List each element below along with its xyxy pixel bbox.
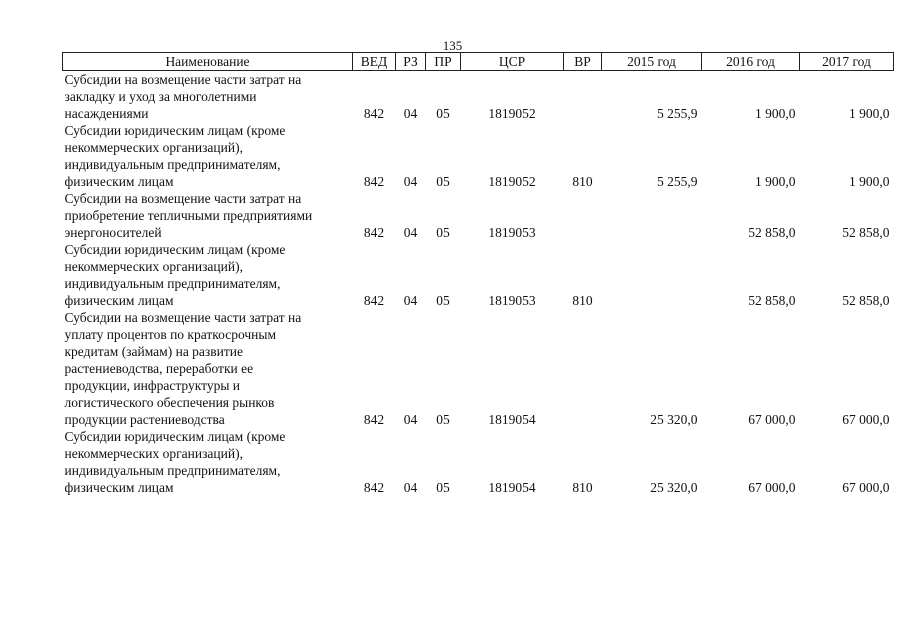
row-name: [63, 241, 353, 309]
row-name-line: физическим лицам: [64, 293, 174, 308]
row-name-line: некоммерческих организаций),: [64, 259, 243, 274]
row-pr: 05: [436, 293, 450, 308]
row-pr: 05: [436, 412, 450, 427]
row-ved: 842: [363, 412, 385, 427]
row-2015: [602, 241, 702, 309]
row-vr: [564, 71, 602, 123]
row-vr: [564, 190, 602, 241]
row-2016: 67 000,0: [748, 412, 796, 427]
row-name-line: Субсидии на возмещение части затрат на: [64, 310, 302, 325]
row-name-line: закладку и уход за многолетними: [64, 89, 257, 104]
row-2015: 5 255,9: [657, 174, 698, 189]
row-2015: 5 255,9: [657, 106, 698, 121]
row-name-line: продукции, инфраструктуры и: [64, 378, 241, 393]
page-number: 135: [442, 38, 463, 53]
row-2016: 52 858,0: [748, 225, 796, 240]
header-csr: ЦСР: [461, 53, 564, 71]
row-name-line: индивидуальным предпринимателям,: [64, 157, 281, 172]
row-name: [63, 190, 353, 241]
table-row: [63, 309, 894, 428]
table-row: [63, 71, 894, 123]
row-name-line: кредитам (займам) на развитие: [64, 344, 243, 359]
table-row: [63, 428, 894, 496]
row-pr: 05: [436, 225, 450, 240]
row-2016: 1 900,0: [755, 174, 796, 189]
row-rz: 04: [403, 174, 418, 189]
row-name-line: энергоносителей: [64, 225, 162, 240]
table-header-row: [63, 53, 894, 71]
row-name-line: некоммерческих организаций),: [64, 446, 243, 461]
row-name-line: физическим лицам: [64, 480, 174, 495]
row-csr: 1819054: [488, 412, 536, 427]
row-name-line: Субсидии на возмещение части затрат на: [64, 191, 302, 206]
row-csr: 1819054: [488, 480, 536, 495]
row-name: [63, 428, 353, 496]
row-2016: 52 858,0: [748, 293, 796, 308]
row-rz: 04: [403, 106, 418, 121]
row-2016: 1 900,0: [755, 106, 796, 121]
row-rz: 04: [403, 293, 418, 308]
row-name-line: некоммерческих организаций),: [64, 140, 243, 155]
row-name-line: приобретение тепличными предприятиями: [64, 208, 313, 223]
row-name-line: физическим лицам: [64, 174, 174, 189]
row-name-line: уплату процентов по краткосрочным: [64, 327, 277, 342]
header-2015: 2015 год: [602, 53, 702, 71]
header-pr: ПР: [426, 53, 461, 71]
table-body: [63, 71, 894, 497]
header-vr: ВР: [564, 53, 602, 71]
row-ved: 842: [363, 480, 385, 495]
row-vr: 810: [572, 480, 593, 495]
row-rz: 04: [403, 480, 418, 495]
row-name-line: насаждениями: [64, 106, 149, 121]
row-csr: 1819053: [488, 293, 536, 308]
row-2015: [602, 190, 702, 241]
row-name-line: индивидуальным предпринимателям,: [64, 463, 281, 478]
row-name-line: продукции растениеводства: [64, 412, 225, 427]
row-name-line: Субсидии юридическим лицам (кроме: [64, 429, 286, 444]
row-vr: 810: [572, 174, 593, 189]
row-2015: 25 320,0: [650, 412, 698, 427]
row-rz: 04: [403, 225, 418, 240]
row-csr: 1819052: [488, 174, 536, 189]
row-2017: 67 000,0: [842, 480, 890, 495]
row-ved: 842: [363, 174, 385, 189]
row-name: [63, 122, 353, 190]
row-2015: 25 320,0: [650, 480, 698, 495]
header-ved: ВЕД: [353, 53, 396, 71]
budget-table: [62, 52, 894, 496]
row-name: [63, 71, 353, 123]
row-name-line: Субсидии юридическим лицам (кроме: [64, 123, 286, 138]
row-name-line: Субсидии юридическим лицам (кроме: [64, 242, 286, 257]
row-2017: 52 858,0: [842, 293, 890, 308]
row-2017: 52 858,0: [842, 225, 890, 240]
row-pr: 05: [436, 480, 450, 495]
header-2016: 2016 год: [702, 53, 800, 71]
table-row: [63, 241, 894, 309]
row-pr: 05: [436, 106, 450, 121]
table-row: [63, 190, 894, 241]
header-2017: 2017 год: [800, 53, 894, 71]
row-rz: 04: [403, 412, 418, 427]
row-csr: 1819052: [488, 106, 536, 121]
row-2016: 67 000,0: [748, 480, 796, 495]
row-vr: 810: [572, 293, 593, 308]
row-pr: 05: [436, 174, 450, 189]
row-ved: 842: [363, 293, 385, 308]
row-csr: 1819053: [488, 225, 536, 240]
row-2017: 1 900,0: [849, 106, 890, 121]
row-name-line: Субсидии на возмещение части затрат на: [64, 72, 302, 87]
row-name-line: индивидуальным предпринимателям,: [64, 276, 281, 291]
row-name: [63, 309, 353, 428]
row-ved: 842: [363, 106, 385, 121]
row-2017: 67 000,0: [842, 412, 890, 427]
row-vr: [564, 309, 602, 428]
row-ved: 842: [363, 225, 385, 240]
row-2017: 1 900,0: [849, 174, 890, 189]
header-rz: РЗ: [396, 53, 426, 71]
header-name: Наименование: [63, 53, 353, 71]
table-row: [63, 122, 894, 190]
row-name-line: растениеводства, переработки ее: [64, 361, 254, 376]
row-name-line: логистического обеспечения рынков: [64, 395, 275, 410]
